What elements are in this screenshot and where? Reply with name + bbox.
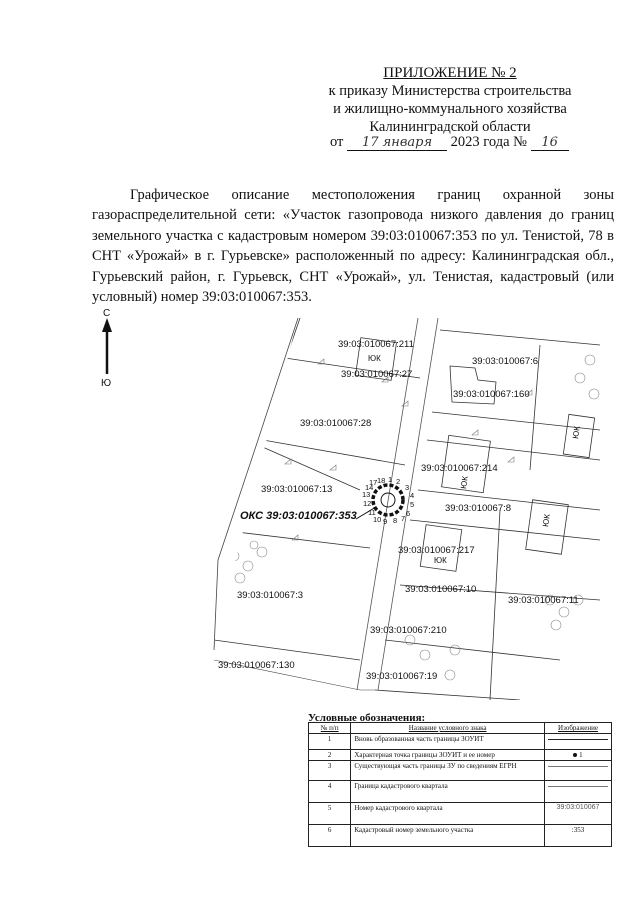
legend-header-no: № п/п <box>309 723 351 734</box>
legend-row-image <box>545 734 612 750</box>
parcel-label: 39:03:010067:160 <box>453 389 530 400</box>
legend-row-no: 4 <box>309 781 351 803</box>
parcel-label: 39:03:010067:217 <box>398 545 475 556</box>
legend-row <box>309 825 612 847</box>
point-number: 10 <box>373 515 382 524</box>
point-number: 6 <box>406 509 411 518</box>
legend-row <box>309 781 612 803</box>
point-number: 9 <box>383 517 388 526</box>
legend-row-no: 6 <box>309 825 351 847</box>
order-line-1: к приказу Министерства строительства <box>328 83 572 99</box>
legend-quarter-number-sample: 39:03:010067 <box>545 803 612 825</box>
parcel-label: 39:03:010067:210 <box>370 625 447 636</box>
point-number: 4 <box>410 491 415 500</box>
point-number: 18 <box>377 476 386 485</box>
point-number: 5 <box>410 500 415 509</box>
order-number: 16 <box>531 135 569 151</box>
legend-row-name: Номер кадастрового квартала <box>351 803 545 825</box>
parcel-label: 39:03:010067:8 <box>445 503 512 514</box>
date-prefix: от <box>330 134 344 150</box>
order-line-3: Калининградской области <box>369 119 531 135</box>
parcel-label: 39:03:010067:130 <box>218 660 295 671</box>
parcel-label: 39:03:010067:11 <box>508 595 579 606</box>
description-paragraph: Графическое описание местоположения границ охранной зоны газораспределительной сети: «Участок газопровода низкого давления до границ земельного участка с кадастровым номером 39:03:010067:353 по ул. Тенистой, 78 в СНТ «Урожай» в г. Гурьевске» расположенный по адресу: Калининградская обл., Гурьевский район, г. Гурьевск, СНТ «Урожай», ул. Тенистая, кадастровый (или условный) номер 39:03:010067:353. <box>92 187 614 306</box>
point-number: 8 <box>393 516 398 525</box>
legend-row-name: Существующая часть границы ЗУ по сведениям ЕГРН <box>351 761 545 781</box>
legend-row-image <box>545 750 612 761</box>
parcel-label: 39:03:010067:19 <box>366 671 438 682</box>
parcel-label: 39:03:010067:13 <box>261 484 333 495</box>
legend-header-name: Название условного знака <box>351 723 545 734</box>
legend-row <box>309 803 612 825</box>
parcel-label: 39:03:010067:6 <box>472 356 539 367</box>
legend-point-sample: 1 <box>579 751 583 759</box>
legend-title: Условные обозначения: <box>308 712 426 724</box>
parcel-label: 39:03:010067:10 <box>405 584 477 595</box>
legend-parcel-number-sample: :353 <box>545 825 612 847</box>
legend-header-image: Изображение <box>545 723 612 734</box>
point-number: 7 <box>401 514 406 523</box>
point-number: 14 <box>365 483 374 492</box>
point-number: 2 <box>396 477 401 486</box>
appendix-title: ПРИЛОЖЕНИЕ № 2 <box>383 65 517 81</box>
quarter-boundary-line-icon <box>548 786 608 787</box>
point-number: 12 <box>363 499 372 508</box>
legend-row-no: 2 <box>309 750 351 761</box>
legend-row-name: Граница кадастрового квартала <box>351 781 545 803</box>
oks-label: ОКС 39:03:010067:353 <box>240 510 357 522</box>
order-line-2: и жилищно-коммунального хозяйства <box>333 101 567 117</box>
legend-table <box>308 722 612 847</box>
parcel-label: 39:03:010067:211 <box>338 339 414 350</box>
legend-row-no: 5 <box>309 803 351 825</box>
legend-header-row <box>309 723 612 734</box>
building-label: ЮК <box>541 513 552 528</box>
date-year: 2023 года № <box>450 134 527 150</box>
point-number: 1 <box>388 475 393 484</box>
point-number: 17 <box>369 478 378 487</box>
legend-row-name: Вновь образованная часть границы ЗОУИТ <box>351 734 545 750</box>
building-label: ЮК <box>571 425 582 440</box>
legend-row-name: Характерная точка границы ЗОУИТ и ее номер <box>351 750 545 761</box>
existing-boundary-line-icon <box>548 766 608 767</box>
compass-north-label: С <box>103 308 111 319</box>
legend-row <box>309 734 612 750</box>
legend-row <box>309 750 612 761</box>
date-day-month: 17 января <box>347 135 447 151</box>
point-number: 11 <box>368 508 376 517</box>
point-number: 3 <box>405 483 410 492</box>
parcel-label: 39:03:010067:27 <box>341 369 413 380</box>
building-label: ЮК <box>434 556 447 565</box>
point-number: 13 <box>362 490 371 499</box>
boundary-point-icon <box>573 753 577 757</box>
legend-row <box>309 761 612 781</box>
legend-row-no: 3 <box>309 761 351 781</box>
parcel-label: 39:03:010067:3 <box>237 590 304 601</box>
building-label: ЮК <box>368 354 381 363</box>
legend-row-name: Кадастровый номер земельного участка <box>351 825 545 847</box>
new-boundary-line-icon <box>548 739 608 740</box>
parcel-label: 39:03:010067:28 <box>300 418 372 429</box>
legend-row-image <box>545 761 612 781</box>
legend-row-image <box>545 781 612 803</box>
building-label: ЮК <box>459 475 470 490</box>
parcel-label: 39:03:010067:214 <box>421 463 498 474</box>
compass-south-label: Ю <box>101 378 112 389</box>
legend-row-no: 1 <box>309 734 351 750</box>
